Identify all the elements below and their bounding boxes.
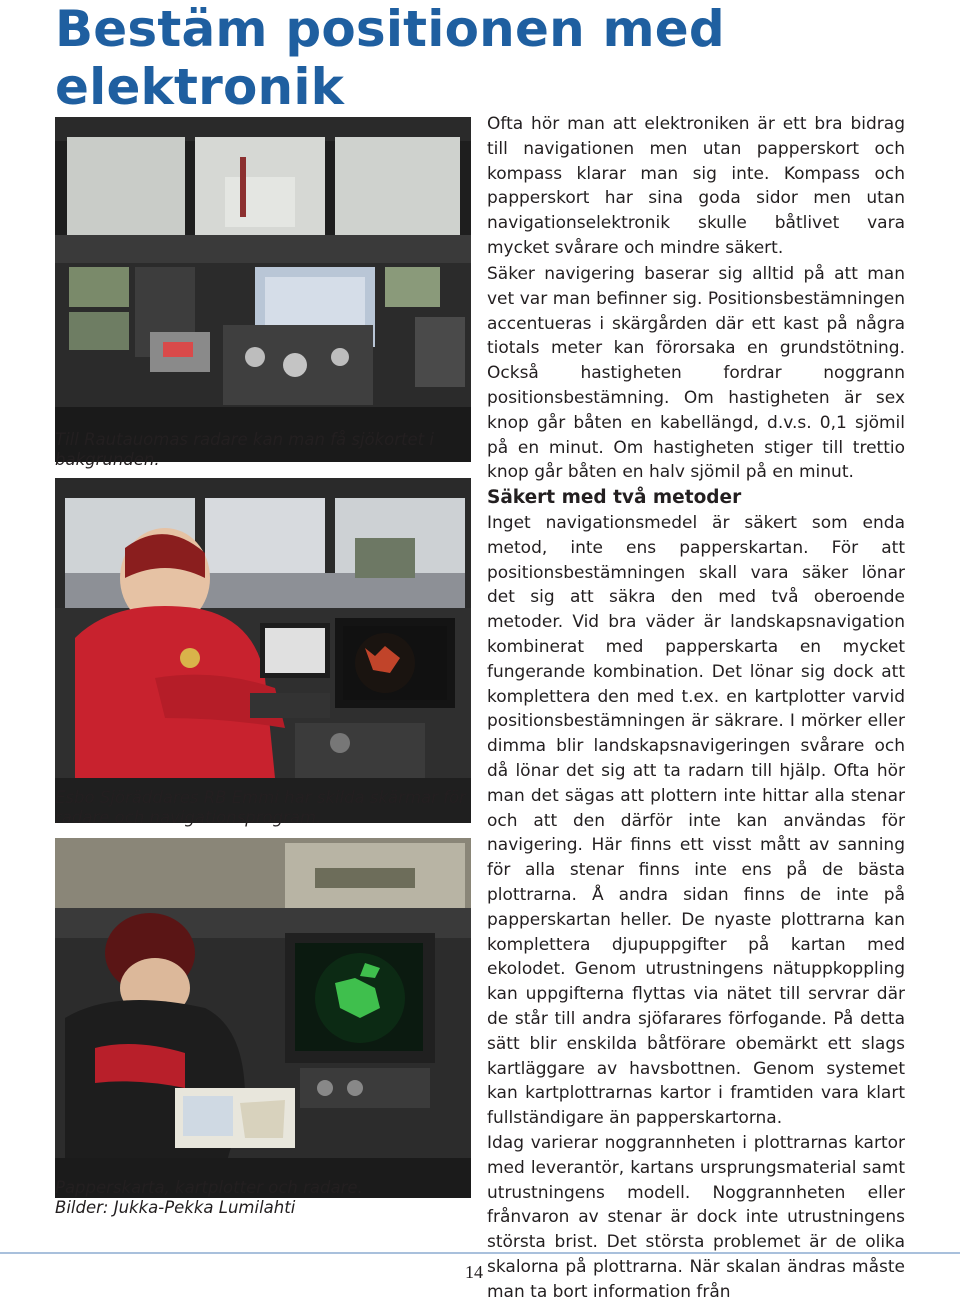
bridge-radar-photo (55, 117, 471, 462)
navigator-screens-caption: Esbo Sjöräddares RB Emmi har skilda skärmar för radare och navigationsprogram. (55, 788, 466, 827)
photo-credit: Bilder: Jukka-Pekka Lumilahti (55, 1198, 296, 1217)
intro-paragraph: Ofta hör man att elektroniken är ett bra bidrag till navigationen men utan papperskort och kompass klarar man sig inte. Kompass och papperskort har sina goda sidor men utan navigationselektronik skulle båtlivet vara mycket svårare och mindre säkert. (487, 114, 905, 258)
navigator-screens-photo (55, 478, 471, 823)
chart-plotter-photo (55, 838, 471, 1198)
chart-plotter-image (55, 838, 471, 1198)
page-title: Bestäm positionen med elektronik (55, 0, 725, 116)
positioning-paragraph: Säker navigering baserar sig alltid på att man vet var man befinner sig. Positionsbestämningen accentueras i skärgården där ett kast på några tiotals meter kan förorsaka en grundstötning. Också hastigheten fordrar noggrann positionsbestämning. Om hastigheten är sex knop går båten en kabellängd, d.v.s. 0,1 sjömil på en minut. Om hastigheten stiger till trettio knop går båten en halv sjömil på en minut. (487, 264, 905, 483)
article-intro (487, 112, 905, 261)
chart-plotter-caption (55, 1178, 475, 1218)
section-heading: Säkert med två metoder (487, 487, 742, 508)
two-methods-paragraph: Inget navigationsmedel är säkert som enda metod, inte ens papperskartan. För att positionsbestämningen skall vara säker lönar det sig att säkra den med två oberoende metoder. Vid bra väder är landskapsnavigation kombinerat med papperskarta en mycket fungerande kombination. Det lönar sig dock att komplettera den med t.ex. en kartplotter varvid positionsbestämningen är säkrare. I mörker eller dimma blir landskapsnavigeringen svårare och då lönar det sig att ta radarn till hjälp. Ofta hör man det sägas att plottern inte hittar alla stenar och att den därför inte kan användas för navigering. Här finns ett visst mått av sanning för alla stenar finns inte ens på de bästa plottrarna. Å andra sidan finns de inte på papperskartan heller. De nyaste plottrarna kan komplettera djupuppgifter på kartan med ekolodet. Genom utrustningens nätuppkoppling kan uppgifterna flyttas via nätet till servrar där de står till andra sjöfarares förfogande. På detta sätt blir enskilda båtförare obemärkt ett slags kartläggare av havsbottnen. Genom systemet kan kartplottrarnas kartor i framtiden vara klart fullständigare än papperskartorna. (487, 513, 905, 1129)
article-positioning (487, 262, 905, 485)
plotter-accuracy-paragraph: Idag varierar noggrannheten i plottrarnas kartor med leverantör, kartans ursprungsmaterial samt utrustningens modell. Noggrannheten eller frånvaron av stenar är dock inte utrustningens största brist. Det största problemet är de olika skalorna på plottrarna. När skalan ändras måste man ta bort information från (487, 1132, 905, 1302)
bridge-radar-caption: Till Rautauomas radare kan man få sjökortet i bakgrunden. (55, 430, 434, 469)
footer-rule (0, 1252, 960, 1254)
bridge-radar-image (55, 117, 471, 462)
navigator-screens-image (55, 478, 471, 823)
page-number: 14 (465, 1262, 483, 1282)
article-two-methods (487, 485, 905, 1305)
chart-plotter-caption-line1: Papperskarta, kartplotter och radare. (55, 1178, 363, 1197)
